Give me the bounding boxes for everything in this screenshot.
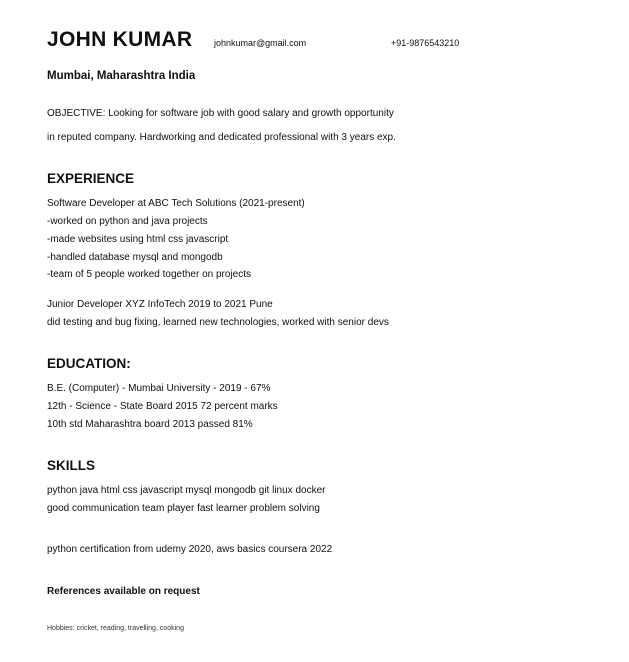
email-text: johnkumar@gmail.com [214, 38, 307, 48]
skills-line: good communication team player fast learner problem solving [47, 503, 320, 514]
hobbies-note: Hobbies: cricket, reading, travelling, cooking [47, 625, 184, 632]
experience-line: did testing and bug fixing, learned new technologies, worked with senior devs [47, 317, 389, 328]
objective-line: OBJECTIVE: Looking for software job with good salary and growth opportunity [47, 108, 394, 119]
education-line: 10th std Maharashtra board 2013 passed 81% [47, 419, 253, 430]
skills-heading: SKILLS [47, 458, 96, 473]
candidate-name: JOHN KUMAR [47, 28, 193, 51]
experience-line: -made websites using html css javascript [47, 234, 229, 245]
experience-line: -team of 5 people worked together on projects [47, 269, 252, 280]
experience-line: -worked on python and java projects [47, 216, 208, 227]
education-line: B.E. (Computer) - Mumbai University - 2019 - 67% [47, 383, 271, 394]
certifications-line: python certification from udemy 2020, aws basics coursera 2022 [47, 544, 333, 555]
experience-line: Software Developer at ABC Tech Solutions (2021-present) [47, 198, 305, 209]
experience-line: Junior Developer XYZ InfoTech 2019 to 2021 Pune [47, 299, 273, 310]
skills-line: python java html css javascript mysql mongodb git linux docker [47, 485, 326, 496]
references-note: References available on request [47, 586, 200, 597]
phone-text: +91-9876543210 [391, 38, 460, 48]
objective-line: in reputed company. Hardworking and dedicated professional with 3 years exp. [47, 132, 396, 143]
location-text: Mumbai, Maharashtra India [47, 70, 196, 82]
education-heading: EDUCATION: [47, 356, 131, 371]
experience-line: -handled database mysql and mongodb [47, 252, 223, 263]
education-line: 12th - Science - State Board 2015 72 percent marks [47, 401, 278, 412]
experience-heading: EXPERIENCE [47, 171, 135, 186]
